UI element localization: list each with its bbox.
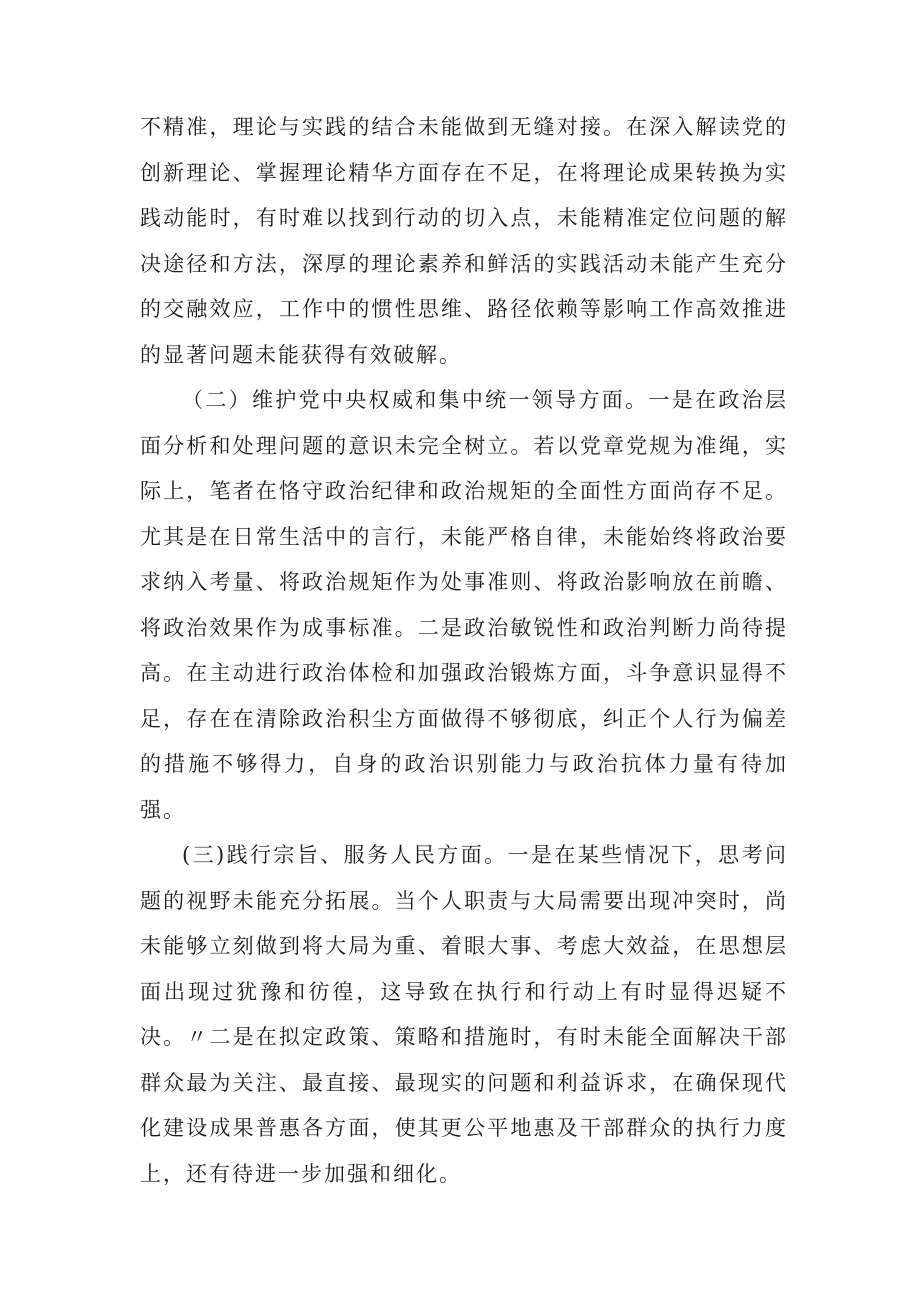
- document-body: [140, 105, 788, 1197]
- paragraph-section-2: （二）维护党中央权威和集中统一领导方面。一是在政治层面分析和处理问题的意识未完全树立。若以党章党规为准绳，实际上，笔者在恪守政治纪律和政治规矩的全面性方面尚存不足。尤其是在日常生活中的言行，未能严格自律，未能始终将政治要求纳入考量、将政治规矩作为处事准则、将政治影响放在前瞻、将政治效果作为成事标准。二是政治敏锐性和政治判断力尚待提高。在主动进行政治体检和加强政治锻炼方面，斗争意识显得不足，存在在清除政治积尘方面做得不够彻底，纠正个人行为偏差的措施不够得力，自身的政治识别能力与政治抗体力量有待加强。: [140, 388, 788, 822]
- paragraph-section-3: (三)践行宗旨、服务人民方面。一是在某些情况下，思考问题的视野未能充分拓展。当个人职责与大局需要出现冲突时，尚未能够立刻做到将大局为重、着眼大事、考虑大效益，在思想层面出现过犹豫和彷徨，这导致在执行和行动上有时显得迟疑不决。〃二是在拟定政策、策略和措施时，有时未能全面解决干部群众最为关注、最直接、最现实的问题和利益诉求，在确保现代化建设成果普惠各方面，使其更公平地惠及干部群众的执行力度上，还有待进一步加强和细化。: [140, 843, 788, 1186]
- paragraph-continuation: 不精准，理论与实践的结合未能做到无缝对接。在深入解读党的创新理论、掌握理论精华方面存在不足，在将理论成果转换为实践动能时，有时难以找到行动的切入点，未能精准定位问题的解决途径和方法，深厚的理论素养和鲜活的实践活动未能产生充分的交融效应，工作中的惯性思维、路径依赖等影响工作高效推进的显著问题未能获得有效破解。: [140, 115, 788, 367]
